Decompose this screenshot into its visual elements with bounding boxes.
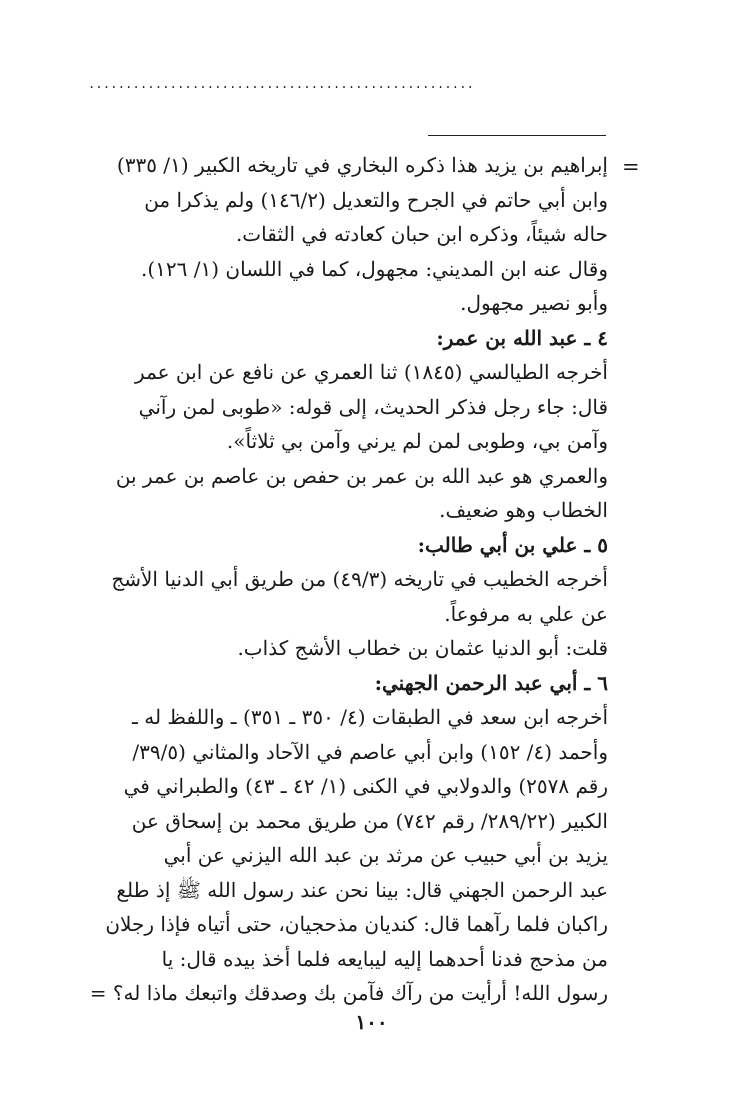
- text-line: حاله شيئاً، وذكره ابن حبان كعادته في الثقات.: [235, 222, 608, 246]
- text-line: راكبان فلما رآهما قال: كنديان مذحجيان، حتى أتياه فإذا رجلان: [105, 912, 608, 936]
- text-line: والعمري هو عبد الله بن عمر بن حفص بن عاصم بن عمر بن: [115, 463, 608, 488]
- text-line: أخرجه الطيالسي (١٨٤٥) ثنا العمري عن نافع عن ابن عمر: [135, 360, 608, 384]
- text-line: يزيد بن أبي حبيب عن مرثد بن عبد الله اليزني عن أبي: [163, 843, 608, 867]
- text-line: أخرجه الخطيب في تاريخه (٤٩/٣) من طريق أبي الدنيا الأشج: [111, 567, 608, 591]
- text-line: وأحمد (٤/ ١٥٢) وابن أبي عاصم في الآحاد والمثاني (٣٩/٥/: [132, 739, 608, 764]
- text-line: رقم ٢٥٧٨) والدولابي في الكنى (١/ ٤٢ ـ ٤٣) والطبراني في: [123, 774, 608, 798]
- text-line: وآمن بي، وطوبى لمن لم يرني وآمن بي ثلاثاً».: [226, 429, 608, 453]
- text-line: من مذحج فدنا أحدهما إليه ليبايعه فلما أخذ بيده قال: يا: [161, 946, 608, 971]
- text-line: عبد الرحمن الجهني قال: بينا نحن عند رسول الله ﷺ إذ طلع: [116, 877, 608, 902]
- footnote-text-block: [80, 148, 608, 1011]
- text-line: عن علي به مرفوعاً.: [444, 601, 608, 626]
- section-heading: ٤ ـ عبد الله بن عمر:: [436, 325, 608, 350]
- text-line: وابن أبي حاتم في الجرح والتعديل (١٤٦/٢) ولم يذكرا من: [144, 187, 608, 212]
- text-line: الخطاب وهو ضعيف.: [439, 498, 608, 522]
- text-line: وقال عنه ابن المديني: مجهول، كما في اللسان (١/ ١٢٦).: [141, 256, 608, 281]
- text-line: إبراهيم بن يزيد هذا ذكره البخاري في تاريخه الكبير (١/ ٣٣٥): [116, 153, 608, 177]
- header-dotted-rule: ....................................................: [88, 80, 475, 88]
- text-line: رسول الله! أرأيت من رآك فآمن بك وصدقك واتبعك ماذا له؟ =: [89, 981, 608, 1005]
- footnote-separator-rule: [428, 135, 606, 136]
- page-number: ١٠٠: [355, 1010, 388, 1034]
- section-heading: ٥ ـ علي بن أبي طالب:: [417, 532, 608, 557]
- footnote-continuation-mark: =: [622, 155, 640, 179]
- text-line: قلت: أبو الدنيا عثمان بن خطاب الأشج كذاب.: [237, 636, 608, 660]
- section-heading: ٦ ـ أبي عبد الرحمن الجهني:: [374, 670, 608, 695]
- text-line: أخرجه ابن سعد في الطبقات (٤/ ٣٥٠ ـ ٣٥١) ـ واللفظ له ـ: [132, 705, 608, 729]
- text-line: الكبير (٢٨٩/٢٢/ رقم ٧٤٢) من طريق محمد بن إسحاق عن: [131, 808, 608, 833]
- text-line: قال: جاء رجل فذكر الحديث، إلى قوله: «طوبى لمن رآني: [138, 394, 608, 419]
- text-line: وأبو نصير مجهول.: [460, 291, 608, 315]
